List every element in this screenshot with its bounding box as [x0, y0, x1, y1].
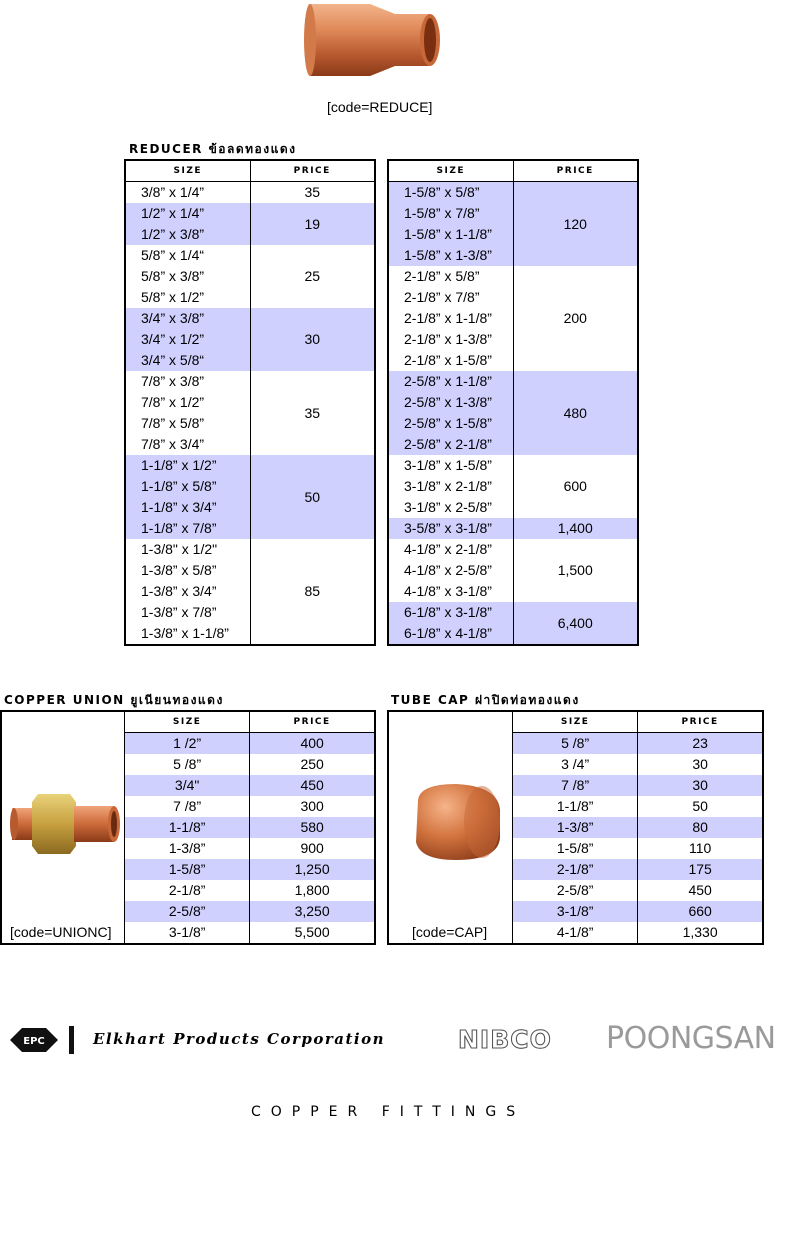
size-cell: 1-3/8” [168, 840, 206, 856]
logo-divider [69, 1026, 74, 1054]
size-cell: 2-1/8” x 7/8” [404, 289, 480, 305]
size-cell: 2-5/8” x 1-5/8” [388, 413, 513, 434]
epc-logo-text: EPC [23, 1036, 45, 1047]
price-cell: 50 [638, 796, 763, 817]
size-cell: 7/8” x 5/8” [141, 415, 205, 431]
price-column-header: PRICE [250, 160, 375, 182]
cap-code-label: [code=CAP] [412, 924, 488, 940]
price-cell: 1,400 [513, 518, 638, 539]
size-cell: 7/8” x 3/4” [141, 436, 205, 452]
epc-logo [8, 1026, 60, 1054]
size-cell: 2-5/8” x 1-3/8” [388, 392, 513, 413]
nibco-logo: NIBCO [458, 1025, 552, 1054]
table-row [513, 817, 764, 838]
size-cell: 2-1/8” x 1-1/8” [404, 310, 492, 326]
size-cell: 5/8” x 1/2” [141, 289, 205, 305]
price-cell: 30 [250, 308, 375, 371]
price-cell: 1,800 [250, 880, 375, 901]
size-cell: 1-3/8” [513, 817, 638, 838]
size-cell: 3-1/8” [513, 901, 638, 922]
reducer-table-left [124, 159, 376, 646]
footer-title: COPPER FITTINGS [251, 1104, 526, 1120]
price-cell: 30 [638, 775, 763, 796]
table-row [125, 880, 376, 901]
size-cell: 1/2” x 3/8” [125, 224, 250, 245]
price-cell: 1,500 [513, 539, 638, 602]
size-cell: 3/4" [125, 775, 250, 796]
size-cell: 6-1/8” x 3-1/8” [388, 602, 513, 623]
price-cell: 450 [250, 775, 375, 796]
price-cell: 1,250 [250, 859, 375, 880]
size-cell: 7/8” x 1/2” [141, 394, 205, 410]
size-cell: 3-1/8” x 1-5/8” [404, 457, 492, 473]
reducer-code-label: [code=REDUCE] [327, 99, 433, 115]
size-cell: 1-3/8" x 1/2" [141, 541, 218, 557]
size-cell: 3 /4” [561, 756, 590, 772]
size-cell: 1-3/8” x 5/8” [141, 562, 217, 578]
table-row [513, 796, 764, 817]
size-cell: 4-1/8” x 2-1/8” [404, 541, 492, 557]
size-cell: 1-5/8” x 7/8” [388, 203, 513, 224]
size-cell: 3/4” x 1/2” [125, 329, 250, 350]
table-row [513, 859, 764, 880]
price-cell: 660 [638, 901, 763, 922]
size-cell: 1-5/8” x 1-1/8” [388, 224, 513, 245]
size-column-header: SIZE [513, 711, 638, 733]
table-row [125, 754, 376, 775]
table-row [388, 518, 638, 539]
price-cell: 200 [513, 266, 638, 371]
table-row [125, 796, 376, 817]
size-cell: 7/8” x 3/8” [141, 373, 205, 389]
table-row [125, 371, 375, 392]
size-column-header: SIZE [125, 160, 250, 182]
size-cell: 3/8” x 1/4” [141, 184, 205, 200]
size-cell: 1 /2” [125, 733, 250, 755]
reducer-title: REDUCER ข้อลดทองแดง [129, 142, 297, 156]
price-cell: 480 [513, 371, 638, 455]
size-column-header: SIZE [388, 160, 513, 182]
size-cell: 1-1/8” [556, 798, 594, 814]
size-cell: 1-1/8” x 7/8” [125, 518, 250, 539]
size-cell: 2-5/8” x 1-1/8” [388, 371, 513, 392]
size-cell: 2-5/8” [125, 901, 250, 922]
price-cell: 35 [250, 371, 375, 455]
table-row [388, 455, 638, 476]
size-cell: 5 /8” [513, 733, 638, 755]
size-cell: 2-1/8” x 1-5/8” [404, 352, 492, 368]
table-row [388, 602, 638, 623]
table-row [125, 203, 375, 224]
elkhart-logo-text: Elkhart Products Corporation [93, 1030, 386, 1048]
size-cell: 6-1/8” x 4-1/8” [388, 623, 513, 645]
price-cell: 35 [250, 182, 375, 204]
size-cell: 1/2” x 1/4” [125, 203, 250, 224]
table-row [125, 817, 376, 838]
price-cell: 30 [638, 754, 763, 775]
table-header-row [513, 711, 764, 733]
price-cell: 400 [250, 733, 375, 755]
size-cell: 1-5/8” x 1-3/8” [388, 245, 513, 266]
table-header-row [125, 711, 376, 733]
size-cell: 3/4” x 3/8” [125, 308, 250, 329]
union-code-label: [code=UNIONC] [10, 924, 112, 940]
size-cell: 4-1/8” x 2-5/8” [404, 562, 492, 578]
table-header-row [125, 160, 375, 182]
table-row [388, 182, 638, 204]
poongsan-logo: POONGSAN [606, 1021, 776, 1056]
size-cell: 3-5/8” x 3-1/8” [388, 518, 513, 539]
size-cell: 3-1/8” x 2-1/8” [404, 478, 492, 494]
price-cell: 23 [638, 733, 763, 755]
size-cell: 4-1/8” x 3-1/8” [404, 583, 492, 599]
price-cell: 80 [638, 817, 763, 838]
size-cell: 2-1/8” x 5/8” [404, 268, 480, 284]
table-row [513, 775, 764, 796]
price-cell: 25 [250, 245, 375, 308]
size-cell: 1-3/8” x 1-1/8” [141, 625, 229, 641]
table-row [125, 308, 375, 329]
price-cell: 19 [250, 203, 375, 245]
size-cell: 3/4” x 5/8“ [125, 350, 250, 371]
price-column-header: PRICE [250, 711, 375, 733]
size-cell: 7 /8” [173, 798, 202, 814]
size-cell: 1-5/8” [125, 859, 250, 880]
size-cell: 7 /8” [513, 775, 638, 796]
table-row [125, 455, 375, 476]
table-row [513, 754, 764, 775]
size-cell: 3-1/8” x 2-5/8” [404, 499, 492, 515]
size-cell: 1-3/8” x 7/8” [141, 604, 217, 620]
price-cell: 450 [638, 880, 763, 901]
price-cell: 175 [638, 859, 763, 880]
price-cell: 120 [513, 182, 638, 267]
table-row [388, 266, 638, 287]
price-cell: 50 [250, 455, 375, 539]
price-column-header: PRICE [638, 711, 763, 733]
size-cell: 1-1/8” x 3/4” [125, 497, 250, 518]
price-cell: 300 [250, 796, 375, 817]
size-cell: 5 /8” [173, 756, 202, 772]
table-row [125, 838, 376, 859]
size-cell: 1-1/8” [125, 817, 250, 838]
size-cell: 1-5/8” [556, 840, 594, 856]
price-column-header: PRICE [513, 160, 638, 182]
table-row [125, 182, 375, 204]
cap-title: TUBE CAP ฝาปิดท่อทองแดง [391, 693, 580, 707]
table-row [125, 775, 376, 796]
reducer-image [300, 0, 460, 80]
union-table [124, 710, 376, 945]
size-cell: 5/8” x 1/4“ [141, 247, 205, 263]
table-row [513, 922, 764, 944]
table-row [125, 859, 376, 880]
price-cell: 5,500 [250, 922, 375, 944]
size-cell: 4-1/8” [556, 924, 594, 940]
size-cell: 2-1/8” [513, 859, 638, 880]
table-row [388, 371, 638, 392]
table-row [513, 880, 764, 901]
price-cell: 85 [250, 539, 375, 645]
size-cell: 2-1/8” [168, 882, 206, 898]
price-cell: 600 [513, 455, 638, 518]
size-cell: 2-5/8” x 2-1/8” [388, 434, 513, 455]
union-title: COPPER UNION ยูเนียนทองแดง [4, 693, 224, 707]
table-row [388, 539, 638, 560]
table-row [513, 733, 764, 755]
table-row [125, 733, 376, 755]
price-cell: 900 [250, 838, 375, 859]
table-row [513, 838, 764, 859]
price-cell: 1,330 [638, 922, 763, 944]
size-cell: 3-1/8” [168, 924, 206, 940]
size-column-header: SIZE [125, 711, 250, 733]
table-row [125, 922, 376, 944]
reducer-table-right [387, 159, 639, 646]
size-cell: 2-1/8” x 1-3/8” [404, 331, 492, 347]
size-cell: 1-5/8” x 5/8” [388, 182, 513, 204]
price-cell: 250 [250, 754, 375, 775]
price-cell: 3,250 [250, 901, 375, 922]
union-image [10, 788, 122, 860]
size-cell: 1-1/8” x 1/2” [125, 455, 250, 476]
size-cell: 1-3/8” x 3/4” [141, 583, 217, 599]
size-cell: 2-5/8” [556, 882, 594, 898]
table-row [513, 901, 764, 922]
table-row [125, 539, 375, 560]
size-cell: 1-1/8” x 5/8” [125, 476, 250, 497]
table-row [125, 901, 376, 922]
cap-image [410, 780, 505, 865]
table-row [125, 245, 375, 266]
cap-table [512, 710, 764, 945]
table-header-row [388, 160, 638, 182]
price-cell: 110 [638, 838, 763, 859]
price-cell: 580 [250, 817, 375, 838]
size-cell: 5/8” x 3/8” [141, 268, 205, 284]
price-cell: 6,400 [513, 602, 638, 645]
